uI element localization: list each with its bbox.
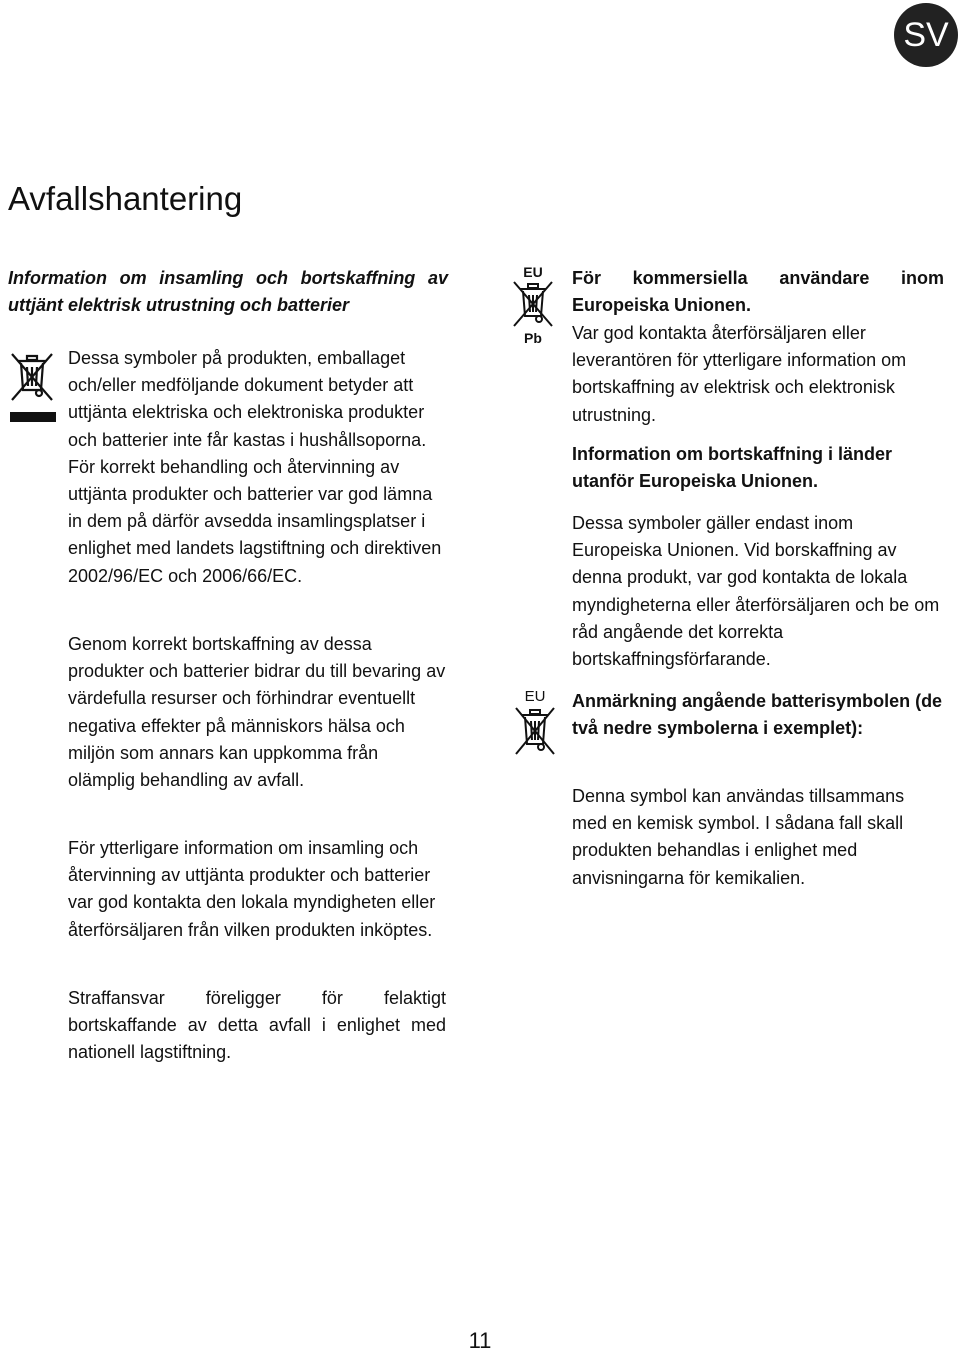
eu-pb-symbol-group	[510, 264, 560, 346]
crossed-bin-eu-pb-icon	[510, 280, 556, 330]
crossed-bin-eu-icon	[512, 706, 558, 758]
eu-label-2: EU	[524, 688, 546, 705]
pb-label: Pb	[524, 330, 542, 346]
eu-symbol-group	[512, 688, 562, 758]
crossed-bin-icon	[8, 350, 56, 430]
left-paragraph-4: Straffansvar föreligger för felaktigt bortskaffande av detta avfall i enlighet med nationell lagstiftning.	[68, 988, 446, 1063]
left-paragraph-2: Genom korrekt bortskaffning av dessa produkter och batterier bidrar du till bevaring av värdefulla resurser och förhindrar eventuellt negativa effekter på människors hälsa och miljön som annars kan uppkomma från olämplig behandling av avfall.	[68, 634, 446, 791]
left-paragraph-3: För ytterligare information om insamling och återvinning av uttjänta produkter och batterier var god kontakta den lokala myndigheten eller återförsäljaren från vilken produkten inköptes.	[68, 838, 436, 940]
page-title: Avfallshantering	[8, 180, 243, 217]
left-paragraph-1: Dessa symboler på produkten, emballaget och/eller medföljande dokument betyder att uttjänta elektriska och elektroniska produkter och batterier inte får kastas i hushållsoporna. För korrekt behandling och återvinning av uttjänta produkter och batterier var god lämna in dem på därför avsedda insamlingsplatser i enlighet med landets lagstiftning och direktiven 2002/96/EC och 2006/66/EC.	[68, 348, 442, 586]
right-paragraph-3: Denna symbol kan användas tillsammans med en kemisk symbol. I sådana fall skall produkten behandlas i enlighet med anvisningarna för kemikalien.	[572, 786, 905, 888]
right-paragraph-2: Dessa symboler gäller endast inom Europeiska Unionen. Vid borskaffning av denna produkt, var god kontakta de lokala myndigheterna eller återförsäljaren och be om råd angående det korrekta bortskaffningsförfarande.	[572, 513, 940, 670]
right-paragraph-1: Var god kontakta återförsäljaren eller leverantören för ytterligare information om bortskaffning av elektrisk och elektronisk utrustning.	[572, 323, 907, 425]
language-badge: SV	[894, 3, 958, 67]
right-heading-outside-eu: Information om bortskaffning i länder utanför Europeiska Unionen.	[572, 444, 893, 492]
right-heading-commercial: För kommersiella användare inom Europeiska Unionen.	[572, 268, 944, 316]
left-intro-heading: Information om insamling och bortskaffning av uttjänt elektrisk utrustning och batterier	[8, 268, 448, 316]
page-number: 11	[468, 1328, 492, 1353]
eu-label: EU	[523, 264, 543, 280]
right-heading-battery-note: Anmärkning angående batterisymbolen (de två nedre symbolerna i exemplet):	[572, 691, 943, 739]
